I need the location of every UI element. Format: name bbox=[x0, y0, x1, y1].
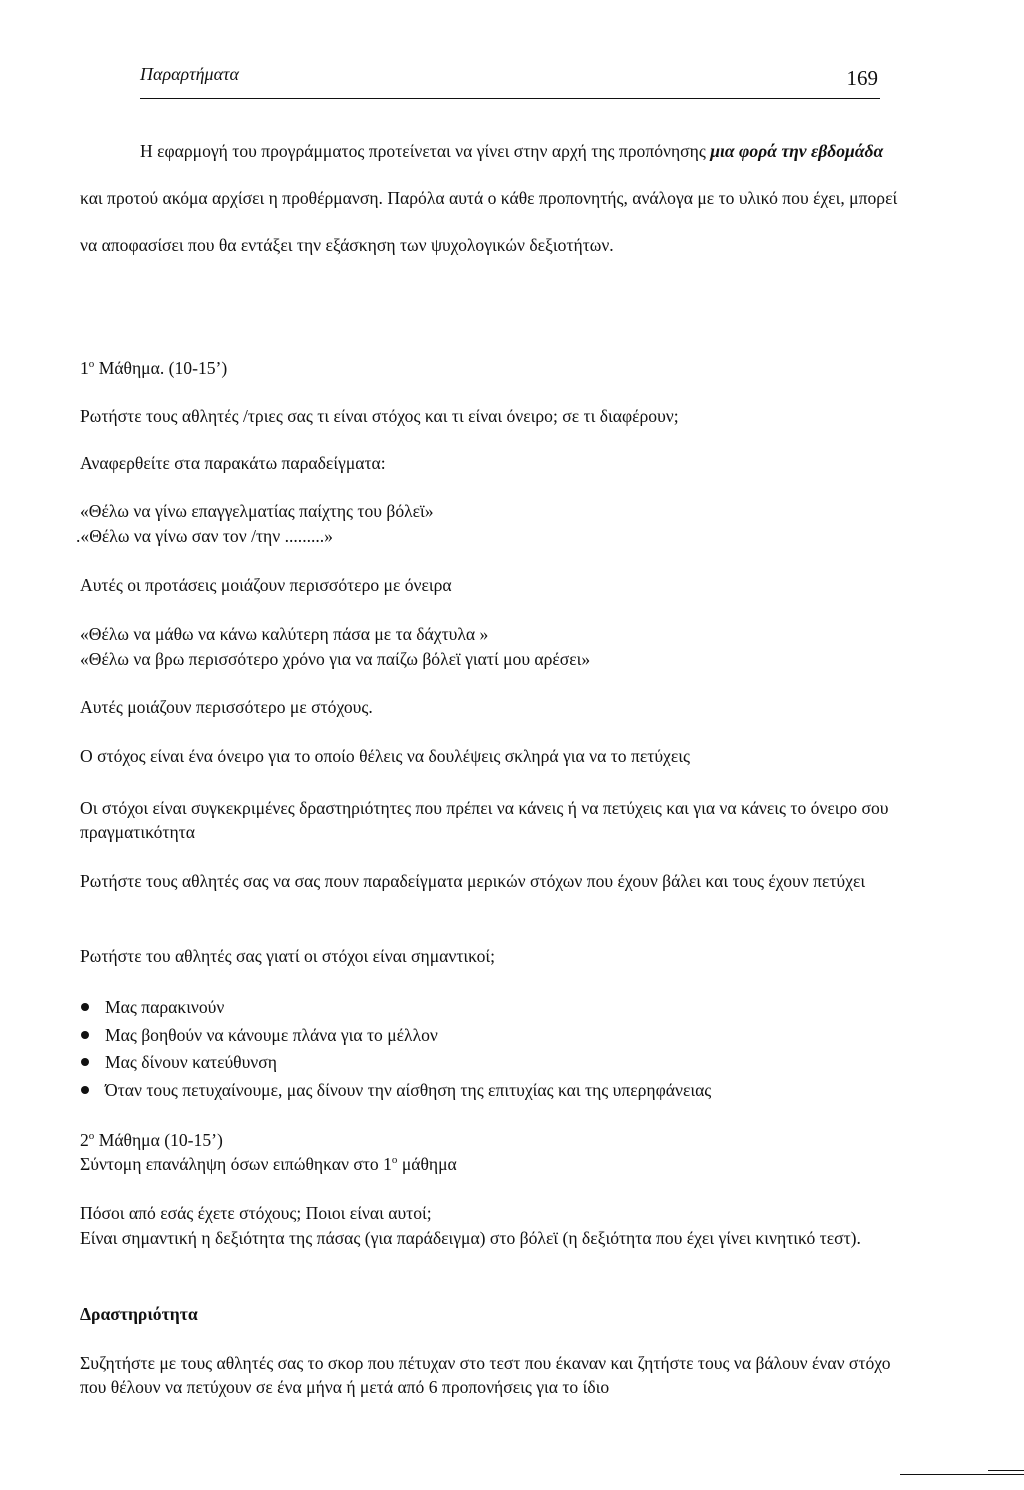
example-goal-1: «Θέλω να μάθω να κάνω καλύτερη πάσα με τα δάχτυλα » bbox=[80, 624, 489, 644]
list-item: Μας δίνουν κατεύθυνση bbox=[80, 1050, 910, 1078]
intro-paragraph bbox=[80, 128, 910, 269]
intro-text-after: και προτού ακόμα αρχίσει η προθέρμανση. Παρόλα αυτά ο κάθε προπονητής, ανάλογα με το υλικό που έχει, μπορεί να αποφασίσει που θα εντάξει την εξάσκηση των ψυχολογικών δεξιοτήτων. bbox=[80, 188, 898, 255]
list-item: Μας βοηθούν να κάνουμε πλάνα για το μέλλον bbox=[80, 1023, 910, 1051]
footer-rule bbox=[900, 1474, 1024, 1475]
lesson2-heading: $2^o$ Μάθημα (10-15’) bbox=[80, 1130, 223, 1150]
lesson1-question-1: Ρωτήστε τους αθλητές /τριες σας τι είναι στόχος και τι είναι όνειρο; σε τι διαφέρουν; bbox=[80, 406, 679, 426]
lesson1-ordinal: ο bbox=[88, 358, 95, 371]
footer-rule-short bbox=[988, 1470, 1024, 1471]
example-dream-1: «Θέλω να γίνω επαγγελματίας παίχτης του βόλεϊ» bbox=[80, 501, 434, 521]
bullet-icon bbox=[81, 1086, 89, 1094]
page-number: 169 bbox=[846, 66, 878, 90]
running-title: Παραρτήματα bbox=[140, 64, 239, 84]
example-goal-2: «Θέλω να βρω περισσότερο χρόνο για να παίζω βόλεϊ γιατί μου αρέσει» bbox=[80, 649, 591, 669]
activity-heading: Δραστηριότητα bbox=[80, 1304, 198, 1324]
page-header bbox=[140, 62, 880, 99]
activity-text: Συζητήστε με τους αθλητές σας το σκορ που πέτυχαν στο τεστ που έκαναν και ζητήστε τους να βάλουν έναν στόχο που θέλουν να πετύχουν σε ένα μήνα ή μετά από 6 προπονήσεις για το ίδιο bbox=[80, 1353, 891, 1397]
intro-text-before: Η εφαρμογή του προγράμματος προτείνεται να γίνει στην αρχή της προπόνησης bbox=[140, 141, 711, 161]
lesson2-ordinal: ο bbox=[88, 1130, 95, 1143]
example-dream-2: .«Θέλω να γίνω σαν τον /την .........» bbox=[76, 526, 333, 546]
intro-emphasis: μια φορά την εβδομάδα bbox=[710, 141, 884, 161]
ask-importance: Ρωτήστε του αθλητές σας γιατί οι στόχοι είναι σημαντικοί; bbox=[80, 946, 496, 966]
list-item: Μας παρακινούν bbox=[80, 995, 910, 1023]
lesson2-question-2: Είναι σημαντική η δεξιότητα της πάσας (για παράδειγμα) στο βόλεϊ (η δεξιότητα που έχει γίνει κινητικό τεστ). bbox=[80, 1228, 861, 1248]
lesson2-title: Μάθημα (10-15’) bbox=[94, 1130, 223, 1150]
lesson1-question-2: Αναφερθείτε στα παρακάτω παραδείγματα: bbox=[80, 453, 386, 473]
ask-examples: Ρωτήστε τους αθλητές σας να σας πουν παραδείγματα μερικών στόχων που έχουν βάλει και τους έχουν πετύχει bbox=[80, 871, 866, 891]
goals-statement: Αυτές μοιάζουν περισσότερο με στόχους. bbox=[80, 697, 373, 717]
lesson2-recap: Σύντομη επανάληψη όσων ειπώθηκαν στο $1^o$ μάθημα bbox=[80, 1154, 457, 1174]
importance-list bbox=[80, 995, 910, 1105]
bullet-icon bbox=[81, 1058, 89, 1066]
goal-definition-1: Ο στόχος είναι ένα όνειρο για το οποίο θέλεις να δουλέψεις σκληρά για να το πετύχεις bbox=[80, 746, 690, 766]
lesson1-heading: $1^o$ Μάθημα. (10-15’) bbox=[80, 358, 228, 378]
dreams-statement: Αυτές οι προτάσεις μοιάζουν περισσότερο με όνειρα bbox=[80, 575, 452, 595]
lesson2-question-1: Πόσοι από εσάς έχετε στόχους; Ποιοι είναι αυτοί; bbox=[80, 1203, 432, 1223]
bullet-icon bbox=[81, 1031, 89, 1039]
bullet-icon bbox=[81, 1003, 89, 1011]
goal-definition-2: Οι στόχοι είναι συγκεκριμένες δραστηριότητες που πρέπει να κάνεις ή να πετύχεις και για να κάνεις το όνειρο σου πραγματικότητα bbox=[80, 798, 889, 842]
lesson1-title: Μάθημα. (10-15’) bbox=[94, 358, 228, 378]
list-item: Όταν τους πετυχαίνουμε, μας δίνουν την αίσθηση της επιτυχίας και της υπερηφάνειας bbox=[80, 1078, 910, 1106]
